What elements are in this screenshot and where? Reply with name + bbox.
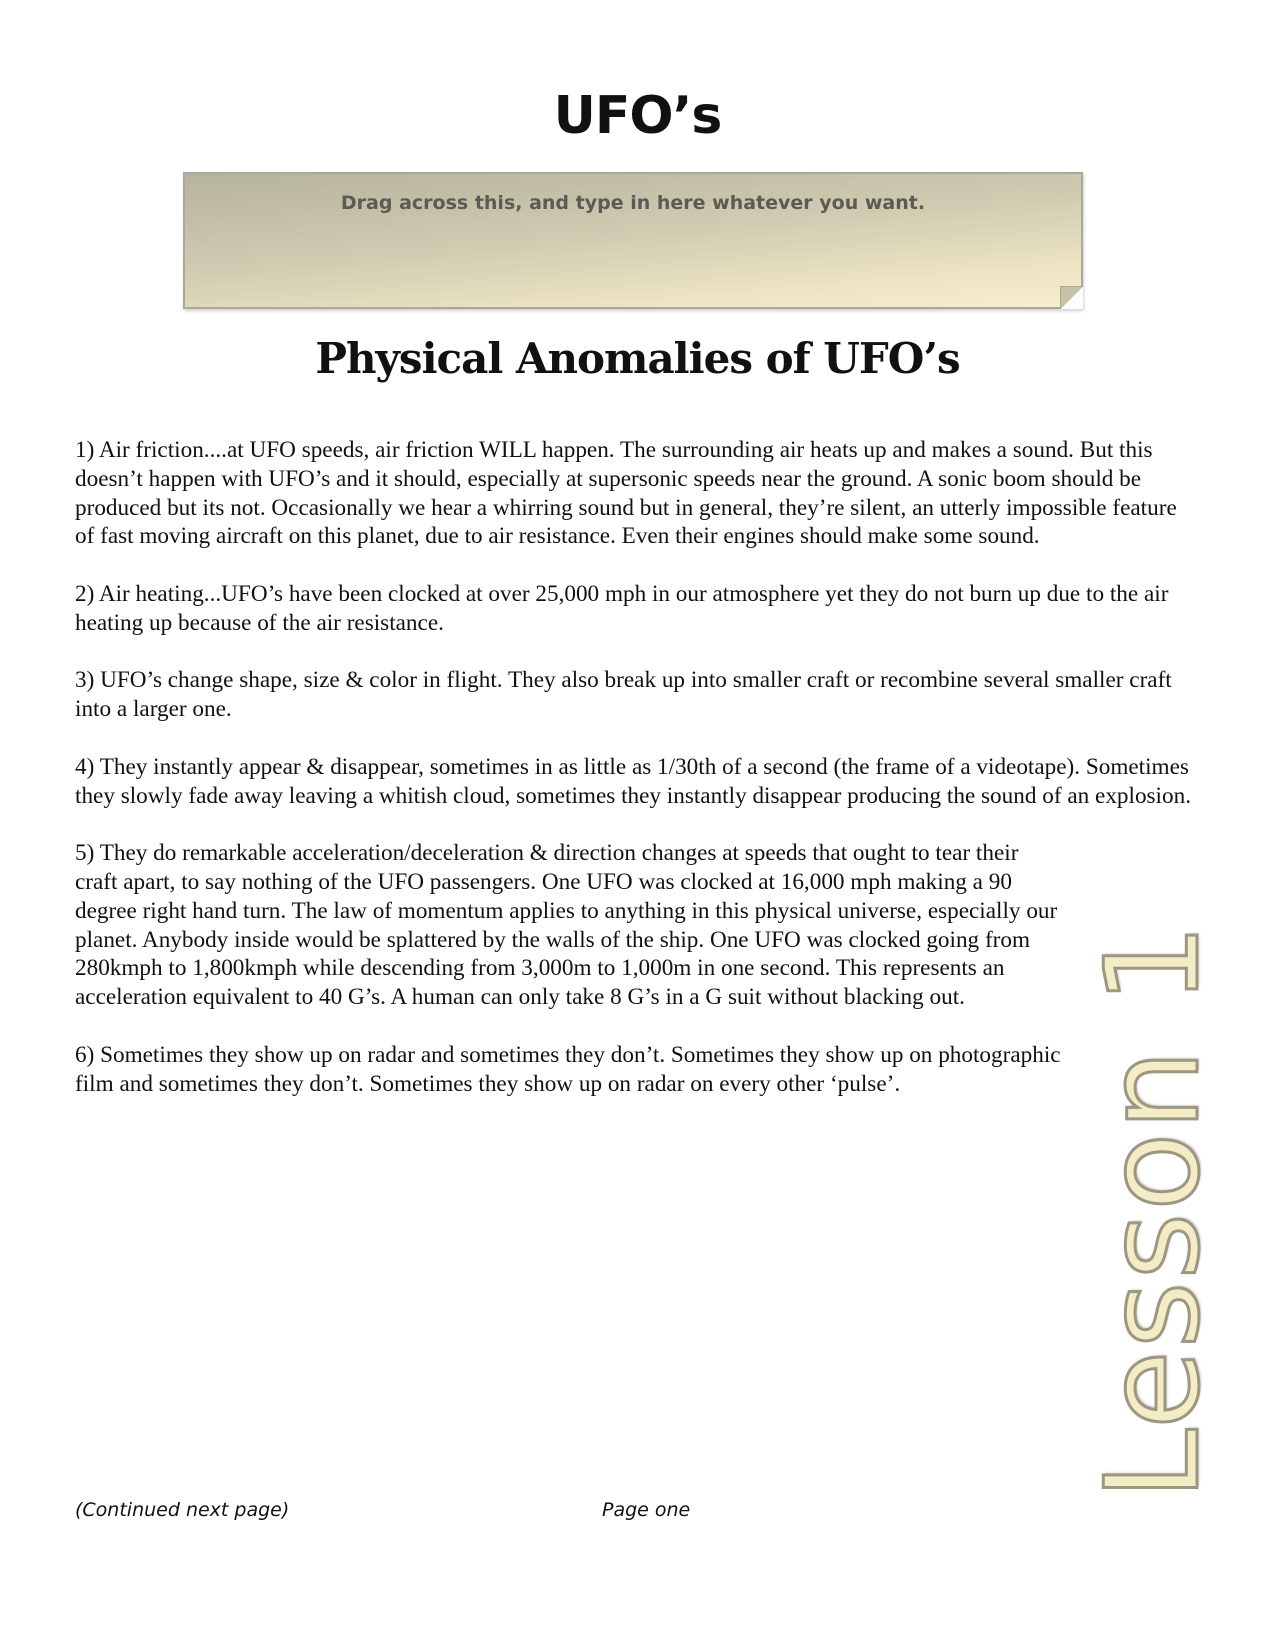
- page-curl-icon: [1060, 286, 1083, 309]
- paragraph-air-friction: 1) Air friction....at UFO speeds, air friction WILL happen. The surrounding air heats up and makes a sound. But this doesn’t happen with UFO’s and it should, especially at supersonic speeds near the ground. A sonic boom should be produced but its not. Occasionally we hear a whirring sound but in general, they’re silent, an utterly impossible feature of fast moving aircraft on this planet, due to air resistance. Even their engines should make some sound.: [75, 437, 1177, 550]
- paragraph-acceleration: 5) They do remarkable acceleration/deceleration & direction changes at speeds that ought to tear their craft apart, to say nothing of the UFO passengers. One UFO was clocked at 16,000 mph making a 90 degree right hand turn. The law of momentum applies to anything in this physical universe, especially our planet. Anybody inside would be splattered by the walls of the ship. One UFO was clocked going from 280kmph to 1,800kmph while descending from 3,000m to 1,000m in one second. This represents an acceleration equivalent to 40 G’s. A human can only take 8 G’s in a G suit without blacking out.: [75, 840, 1058, 1011]
- lesson-label: Lesson 1: [1079, 921, 1228, 1500]
- paragraph-air-heating: 2) Air heating...UFO’s have been clocked at over 25,000 mph in our atmosphere yet they do not burn up due to the air heating up because of the air resistance.: [75, 580, 1169, 636]
- footer-page-number: Page one: [602, 1499, 691, 1521]
- paragraph-appear-disappear: 4) They instantly appear & disappear, sometimes in as little as 1/30th of a second (the frame of a videotape). Sometimes they slowly fade away leaving a whitish cloud, sometimes they instantly disappear producing the sound of an explosion.: [75, 753, 1191, 809]
- page-title: UFO’s: [553, 86, 722, 146]
- note-box-text[interactable]: Drag across this, and type in here whatever you want.: [340, 192, 926, 214]
- body-text: [75, 436, 1193, 1127]
- section-heading: Physical Anomalies of UFO’s: [315, 334, 960, 383]
- paragraph-radar: 6) Sometimes they show up on radar and sometimes they don’t. Sometimes they show up on photographic film and sometimes they don’t. Sometimes they show up on radar on every other ‘pulse’.: [75, 1041, 1061, 1097]
- paragraph-shape-change: 3) UFO’s change shape, size & color in flight. They also break up into smaller craft or recombine several smaller craft into a larger one.: [75, 667, 1172, 723]
- note-box[interactable]: [183, 172, 1083, 309]
- footer-continued: (Continued next page): [75, 1499, 290, 1521]
